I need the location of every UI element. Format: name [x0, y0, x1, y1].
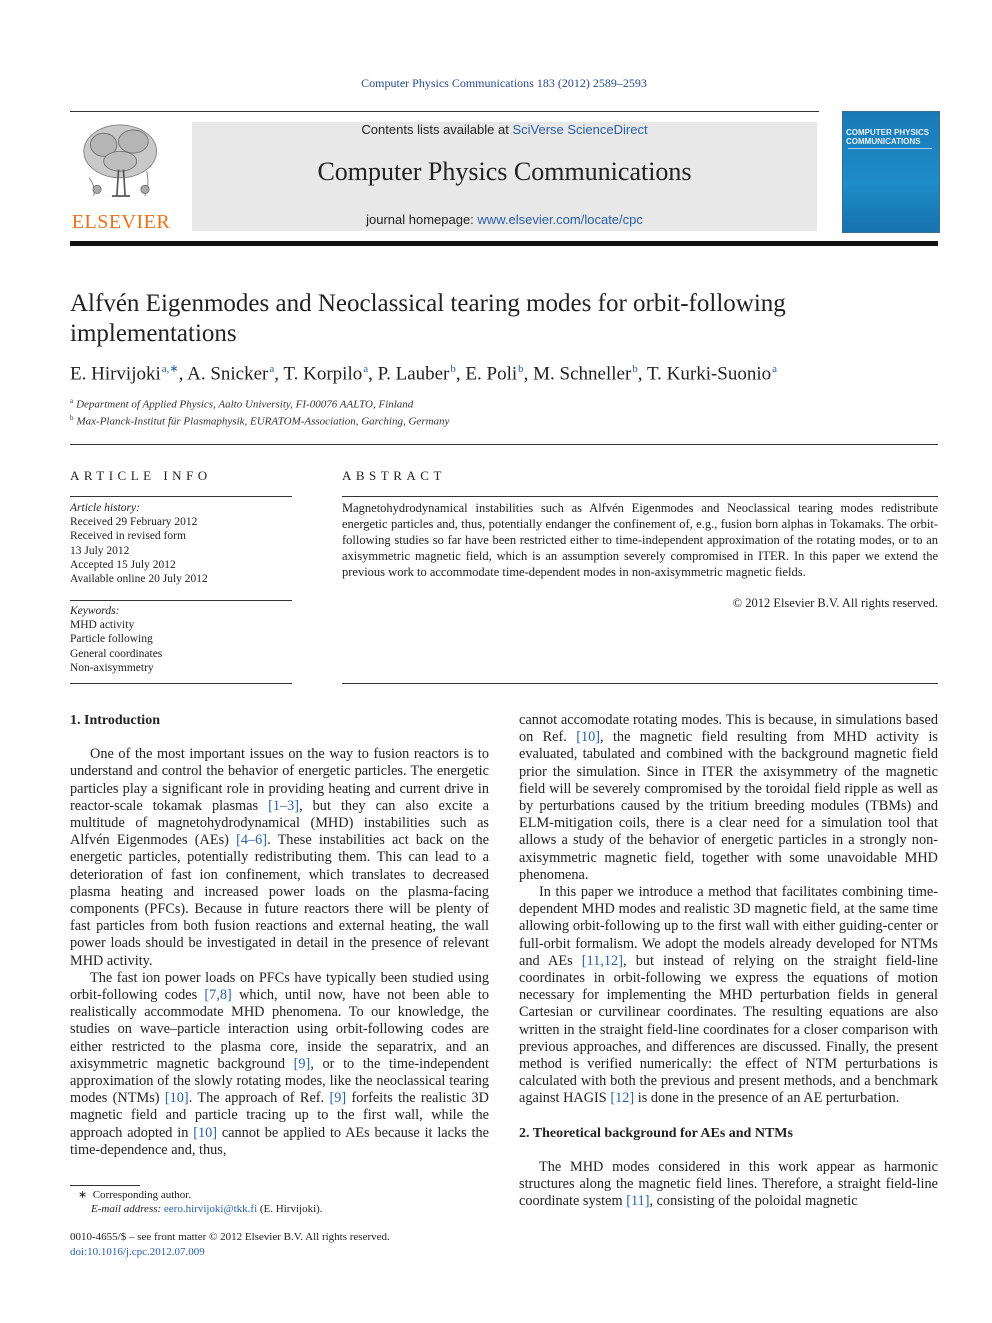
author-affiliation-mark[interactable]: b	[518, 363, 524, 375]
citation-link[interactable]: [1–3]	[268, 797, 300, 814]
paragraph-text: , the magnetic field resulting from MHD activity is evaluated, tabulated and combined with the background magnetic field prior the simulation. Since in ITER the axisymmetry of the magnetic field will be severely compromised by the toroidal field ripple as well as by perturbations caused by the tritium breeding modules (TBMs) and ELM-mitigation coils, there is a clear need for a simulation tool that allows a study of the behavior of energetic particles in a strongly non-axisymmetric magnetic field, together with some unavoidable MHD phenomena.	[519, 729, 938, 883]
paragraph-text: cannot be applied to AEs because it lacks the time-dependence and, thus,	[70, 1124, 489, 1158]
author-name[interactable]: A. Snicker	[187, 363, 269, 385]
history-item: Accepted 15 July 2012	[70, 558, 176, 571]
journal-citation-link[interactable]: Computer Physics Communications 183 (2012) 2589–2593	[361, 76, 647, 90]
paragraph-text: . These instabilities act back on the energetic particles, potentially redistributing them. This can lead to a deterioration of fast ion confinement, which translates to decreased plasma heating and increased power loads on the plasma-facing components (PFCs). Because in future reactors there will be plenty of fast particles from both fusion reactions and external heating, the wall power loads should be investigated in detail in the presence of relevant MHD activity.	[70, 832, 489, 969]
paragraph-text: is done in the presence of an AE perturbation.	[634, 1090, 900, 1107]
email-owner: (E. Hirvijoki).	[257, 1203, 323, 1215]
affiliation-key: b	[70, 414, 74, 422]
citation-link[interactable]: [10]	[576, 729, 601, 746]
info-rule-bottom	[70, 683, 292, 684]
section-heading-introduction: 1. Introduction	[70, 713, 160, 728]
header-top-rule	[70, 111, 819, 112]
author-name[interactable]: T. Korpilo	[283, 363, 363, 385]
keywords	[70, 604, 292, 675]
author-affiliation-mark[interactable]: a,∗	[161, 363, 179, 375]
keywords-heading: Keywords:	[70, 605, 120, 617]
citation-link[interactable]: [7,8]	[204, 987, 232, 1004]
citation-link[interactable]: [9]	[329, 1090, 347, 1107]
doi-text[interactable]: doi:10.1016/j.cpc.2012.07.009	[70, 1246, 205, 1258]
author-affiliation-mark[interactable]: a	[772, 363, 778, 375]
citation-link[interactable]: [12]	[610, 1090, 635, 1107]
paragraph-text: , but they can also excite a multitude of magnetohydrodynamical (MHD) instabilities such as Alfvén Eigenmodes (AEs)	[70, 797, 489, 849]
keyword: Non-axisymmetry	[70, 661, 154, 674]
paragraph	[519, 884, 938, 1108]
history-item: Received 29 February 2012	[70, 516, 198, 529]
history-item: 13 July 2012	[70, 544, 130, 557]
email-note	[91, 1202, 323, 1216]
doi-link[interactable]	[70, 1245, 205, 1259]
right-column	[519, 712, 938, 1210]
citation-link[interactable]: [9]	[293, 1055, 311, 1072]
corresponding-author-note	[78, 1188, 191, 1202]
paragraph-text: , consisting of the poloidal magnetic	[649, 1193, 858, 1210]
elsevier-wordmark: ELSEVIER	[71, 211, 171, 233]
author-affiliation-mark[interactable]: b	[632, 363, 638, 375]
keyword: Particle following	[70, 633, 153, 646]
info-rule-mid	[70, 600, 292, 601]
paragraph-text: In this paper we introduce a method that facilitates combining time-dependent MHD modes and realistic 3D magnetic field, at the same time allowing orbit-following up to the first wall with either guiding-center or full-orbit formalism. We adopt the models already developed for NTMs and AEs	[519, 884, 938, 969]
paragraph-text: . The approach of Ref.	[188, 1090, 330, 1107]
paragraph-text: The fast ion power loads on PFCs have typically been studied using orbit-following codes	[70, 969, 489, 1004]
affiliation-b	[70, 414, 449, 428]
keyword: General coordinates	[70, 647, 163, 660]
citation-link[interactable]: [11]	[626, 1193, 650, 1210]
author-name[interactable]: P. Lauber	[377, 363, 450, 385]
history-item: Received in revised form	[70, 530, 186, 543]
history-item: Available online 20 July 2012	[70, 573, 208, 586]
author-affiliation-mark[interactable]: a	[269, 363, 275, 375]
affiliation-text: Department of Applied Physics, Aalto University, FI-00076 AALTO, Finland	[76, 398, 414, 411]
article-title: Alfvén Eigenmodes and Neoclassical tearing modes for orbit-following implementations	[70, 290, 786, 347]
citation-link[interactable]: [10]	[193, 1124, 218, 1141]
journal-title: Computer Physics Communications	[317, 157, 692, 186]
article-history	[70, 501, 292, 586]
email-label: E-mail address:	[91, 1203, 164, 1215]
author-name[interactable]: E. Hirvijoki	[70, 363, 161, 385]
paragraph-text: One of the most important issues on the way to fusion reactors is to understand and control the behavior of energetic particles. The energetic particles play a significant role in providing heating and current drive in reactor-scale tokamak plasmas	[70, 746, 489, 814]
contents-line	[192, 122, 817, 137]
citation-link[interactable]: [4–6]	[236, 832, 268, 849]
homepage-link[interactable]: www.elsevier.com/locate/cpc	[477, 212, 643, 227]
history-heading: Article history:	[70, 502, 140, 514]
author-name[interactable]: T. Kurki-Suonio	[646, 363, 772, 385]
cover-divider	[848, 148, 932, 149]
author-list: E. Hirvijoki$^{a,∗}$, A. Snicker$^a$, T. Korpilo$^a$, P. Lauber$^b$, E. Poli$^b$, M. Schneller$^b$, T. Kurki-Suonio$^a$	[70, 363, 778, 385]
footnote-star: ∗	[78, 1189, 88, 1201]
issn-line: 0010-4655/$ – see front matter © 2012 Elsevier B.V. All rights reserved.	[70, 1231, 390, 1243]
paragraph-text: , but instead of relying on the straight field-line coordinates in orbit-following we express the equations of motion necessary for implementing the MHD perturbation fields in general Cartesian or curvilinear coordinates. The resulting equations are also written in the straight field-line coordinates for a closer comparison with previous approaches, and differences are discussed. Finally, the present method is verified numerically: the effect of NTM perturbations is calculated with both the previous and present methods, and a benchmark against HAGIS	[519, 952, 939, 1107]
paragraph	[70, 746, 489, 970]
homepage-prefix: journal homepage:	[366, 212, 478, 227]
author-affiliation-mark[interactable]: b	[450, 363, 456, 375]
info-rule-top	[70, 496, 292, 497]
author-name[interactable]: M. Schneller	[533, 363, 632, 385]
left-column	[70, 712, 489, 1159]
header-thick-rule	[70, 241, 938, 246]
citation-link[interactable]: [10]	[164, 1090, 189, 1107]
paragraph	[519, 1159, 938, 1211]
abstract-rule-top	[342, 496, 938, 497]
author-affiliation-mark[interactable]: a	[363, 363, 369, 375]
article-info-heading: ARTICLE INFO	[70, 468, 212, 483]
abstract-heading: ABSTRACT	[342, 468, 446, 483]
sciencedirect-link[interactable]: SciVerse ScienceDirect	[512, 122, 648, 137]
paragraph-text: The MHD modes considered in this work appear as harmonic structures along the magnetic field lines. Therefore, a straight field-line coordinate system	[519, 1158, 938, 1210]
homepage-line	[192, 212, 817, 227]
contents-prefix: Contents lists available at	[361, 122, 513, 137]
abstract-text: Magnetohydrodynamical instabilities such as Alfvén Eigenmodes and Neoclassical tearing modes redistribute energetic particles and, thus, potentially endanger the confinement of, e.g., fusion born alphas in Tokamaks. The orbit-following studies so far have been restricted either to time-independent approximation of the rotating modes, or to an axisymmetric magnetic field, which is an assumption severely compromised in ITER. In this paper we extend the previous work to accommodate time-dependent modes in non-axisymmetric magnetic fields.	[342, 501, 938, 579]
email-link[interactable]: eero.hirvijoki@tkk.fi	[163, 1203, 258, 1215]
author-name[interactable]: E. Poli	[465, 363, 518, 385]
abstract-rule-bottom	[342, 683, 938, 684]
paragraph-text: which, until now, have not been able to realistically accommodate MHD phenomena. To our knowledge, the studies on wave–particle interaction using orbit-following codes are either restricted to the plasma core, inside the separatrix, and an axisymmetric magnetic background	[70, 987, 490, 1072]
paragraph-text: forfeits the realistic 3D magnetic field and particle tracing up to the first wall, while the approach adopted in	[70, 1090, 489, 1141]
elsevier-tree-logo	[70, 120, 172, 215]
affiliation-text: Max-Planck-Institut für Plasmaphysik, EURATOM-Association, Garching, Germany	[76, 415, 450, 428]
affiliation-a	[70, 397, 413, 411]
cover-title: COMPUTER PHYSICS COMMUNICATIONS	[846, 128, 930, 146]
footnote-rule	[70, 1185, 140, 1186]
corresponding-label: Corresponding author.	[92, 1189, 192, 1201]
keyword: MHD activity	[70, 619, 135, 632]
paragraph	[519, 712, 938, 884]
paragraph	[70, 970, 489, 1159]
paragraph-text: , or to the time-independent approximation of the slowly rotating modes, like the neoclassical tearing modes (NTMs)	[70, 1055, 489, 1107]
citation-link[interactable]: [11,12]	[581, 952, 623, 969]
affiliation-rule	[70, 444, 938, 445]
section-heading-theory: 2. Theoretical background for AEs and NTMs	[519, 1125, 793, 1141]
paragraph-text: cannot accomodate rotating modes. This is because, in simulations based on Ref.	[519, 712, 938, 746]
affiliation-key: a	[70, 397, 74, 405]
abstract-copyright: © 2012 Elsevier B.V. All rights reserved.	[732, 596, 938, 610]
